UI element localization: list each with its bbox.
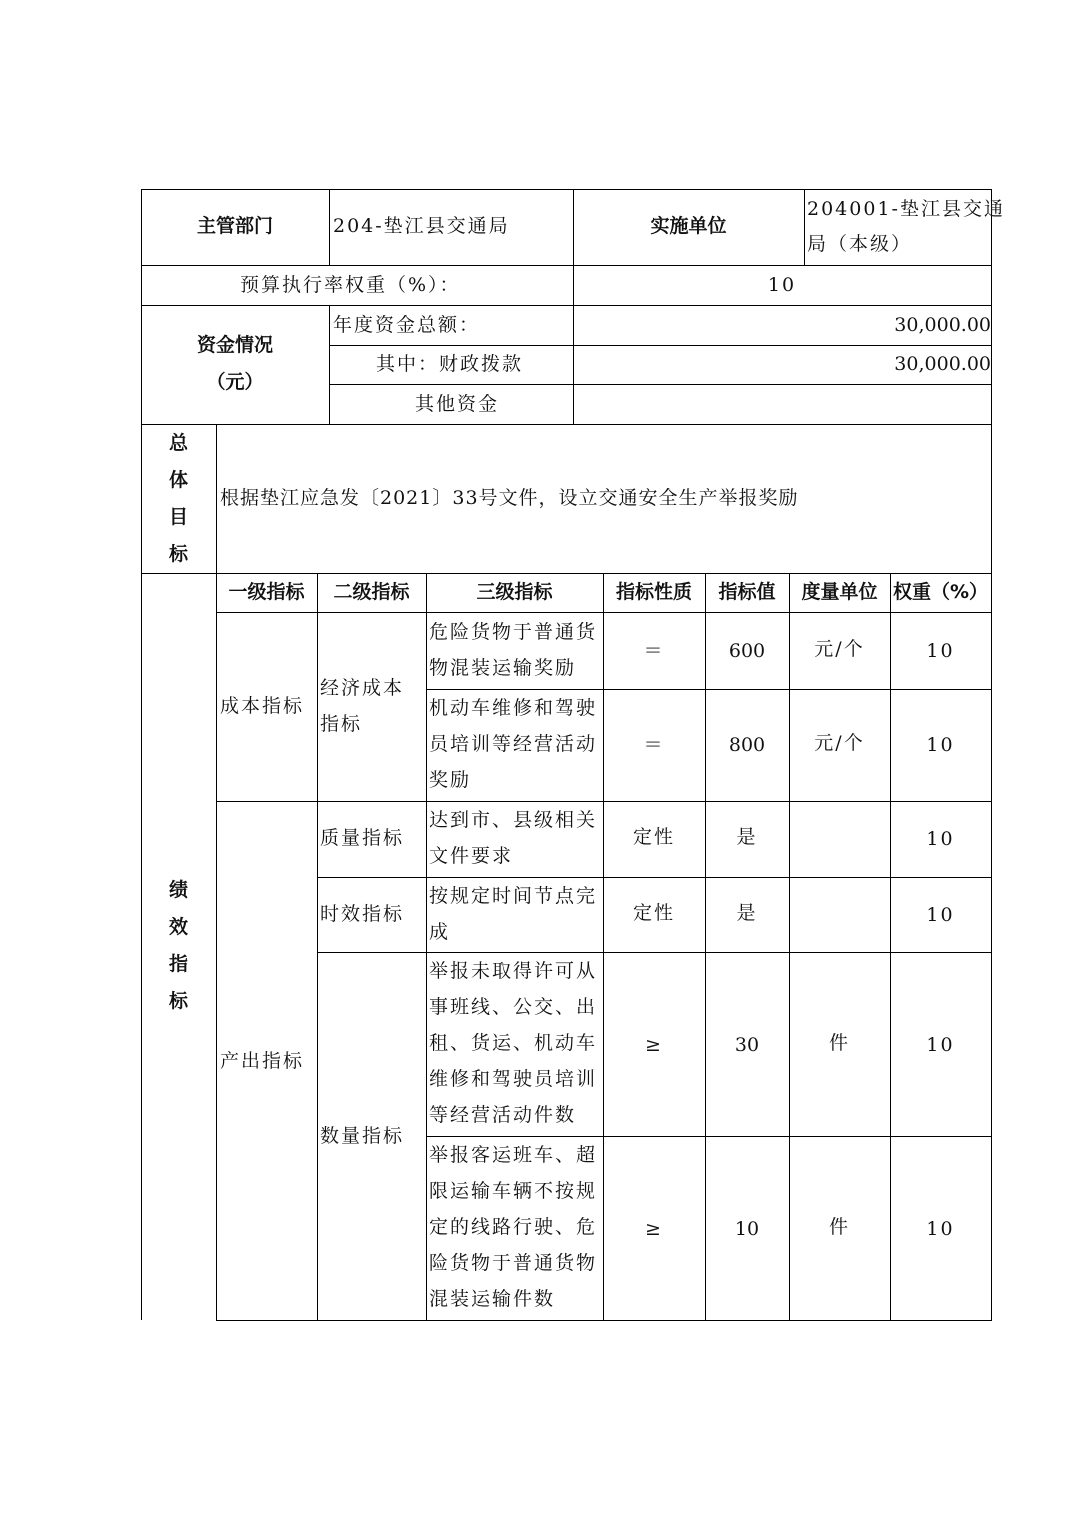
unit-row-1: 元/个 xyxy=(814,732,865,754)
weight-row-3: 10 xyxy=(926,904,955,926)
nature-row-1: ＝ xyxy=(643,734,665,756)
funds-label-line2: （元） xyxy=(206,371,264,393)
level1-cost: 成本指标 xyxy=(220,695,305,717)
goal-label: 总 体 目 标 xyxy=(168,432,188,565)
funds-other-label: 其他资金 xyxy=(415,393,500,415)
header-unit: 度量单位 xyxy=(801,581,878,603)
value-row-1: 800 xyxy=(728,734,766,756)
level3-row-4: 举报未取得许可从 事班线、公交、出 租、货运、机动车 维修和驾驶员培训 等经营活动件数 xyxy=(429,960,598,1126)
level3-row-0: 危险货物于普通货 物混装运输奖励 xyxy=(429,621,598,679)
header-weight: 权重（%） xyxy=(892,581,989,603)
dept-label: 主管部门 xyxy=(196,215,273,237)
funds-fiscal-label: 其中：财政拨款 xyxy=(376,353,524,375)
rate-weight-label: 预算执行率权重（%）： xyxy=(240,274,461,296)
header-level1: 一级指标 xyxy=(228,581,305,603)
level3-row-5: 举报客运班车、超 限运输车辆不按规 定的线路行驶、危 险货物于普通货物 混装运输件数 xyxy=(429,1144,598,1310)
value-row-4: 30 xyxy=(734,1034,760,1056)
rate-weight-value: 10 xyxy=(767,274,797,296)
header-level3: 三级指标 xyxy=(476,581,553,603)
level2-quality: 质量指标 xyxy=(320,827,405,849)
weight-row-0: 10 xyxy=(926,640,955,662)
value-row-0: 600 xyxy=(728,640,766,662)
unit-label: 实施单位 xyxy=(650,215,727,237)
unit-value-line2: 局（本级） xyxy=(807,233,913,255)
nature-row-5: ≥ xyxy=(645,1218,663,1240)
nature-row-0: ＝ xyxy=(643,640,665,662)
weight-row-5: 10 xyxy=(926,1218,955,1240)
unit-row-5: 件 xyxy=(828,1216,850,1238)
unit-row-0: 元/个 xyxy=(814,638,865,660)
weight-row-1: 10 xyxy=(926,734,955,756)
weight-row-4: 10 xyxy=(926,1034,955,1056)
performance-label: 绩 效 指 标 xyxy=(168,879,188,1012)
funds-fiscal-value: 30,000.00 xyxy=(894,353,991,375)
level1-output: 产出指标 xyxy=(220,1050,305,1072)
level3-row-3: 按规定时间节点完 成 xyxy=(429,885,598,943)
nature-row-2: 定性 xyxy=(632,826,675,848)
level3-row-2: 达到市、县级相关 文件要求 xyxy=(429,809,598,867)
header-nature: 指标性质 xyxy=(615,581,692,603)
funds-total-label: 年度资金总额： xyxy=(333,314,481,336)
funds-total-value: 30,000.00 xyxy=(894,314,991,336)
nature-row-4: ≥ xyxy=(645,1034,663,1056)
nature-row-3: 定性 xyxy=(632,902,675,924)
value-row-5: 10 xyxy=(734,1218,760,1240)
value-row-3: 是 xyxy=(736,902,758,924)
funds-label-line1: 资金情况 xyxy=(196,334,273,356)
goal-text: 根据垫江应急发〔2021〕33号文件，设立交通安全生产举报奖励 xyxy=(220,487,799,509)
unit-value-line1: 204001-垫江县交通 xyxy=(807,198,1005,220)
level3-row-1: 机动车维修和驾驶 员培训等经营活动 奖励 xyxy=(429,697,598,791)
value-row-2: 是 xyxy=(736,826,758,848)
header-level2: 二级指标 xyxy=(333,581,410,603)
level2-quantity: 数量指标 xyxy=(320,1125,405,1147)
level2-timeliness: 时效指标 xyxy=(320,903,405,925)
dept-value: 204-垫江县交通局 xyxy=(333,215,510,237)
weight-row-2: 10 xyxy=(926,828,955,850)
unit-row-4: 件 xyxy=(828,1032,850,1054)
level2-economic-cost: 经济成本指标 xyxy=(320,677,405,735)
header-value: 指标值 xyxy=(718,581,776,603)
